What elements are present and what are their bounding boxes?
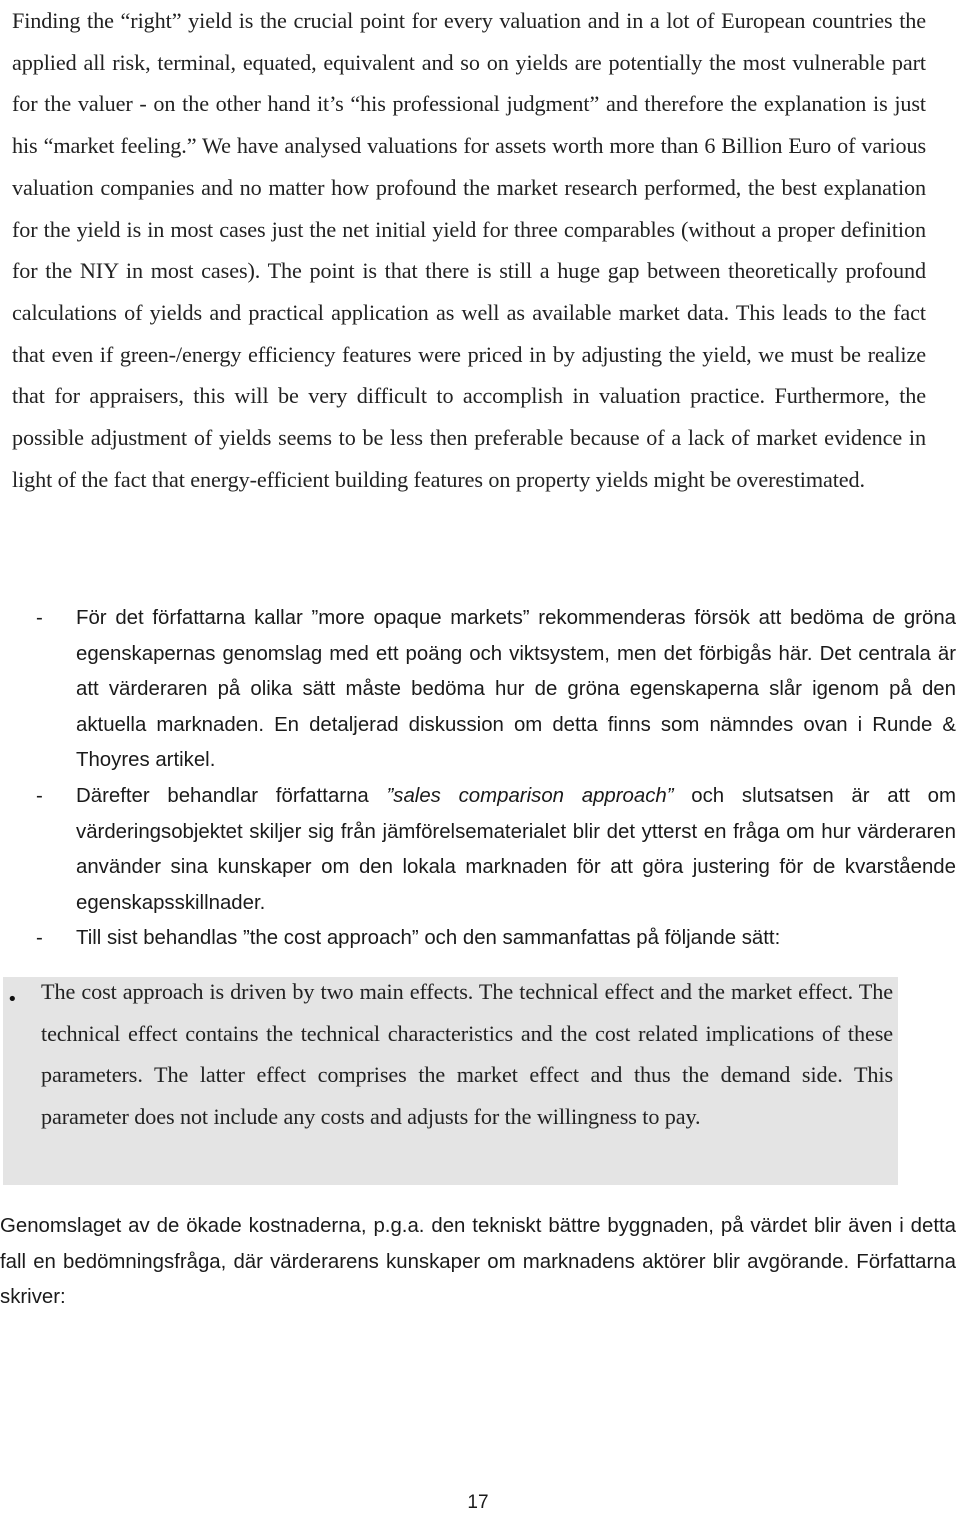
list-item-cost-approach — [36, 921, 956, 957]
list-item-text: Till sist behandlas ”the cost approach” och den sammanfattas på följande sätt: — [76, 927, 781, 950]
closing-paragraph: Genomslaget av de ökade kostnaderna, p.g.a. den tekniskt bättre byggnaden, på värdet blir även i detta fall en bedömningsfråga, där värderarens kunskaper om marknadens aktörer blir avgörande. Författarna skriver: — [0, 1215, 956, 1309]
list-item-opaque-markets — [36, 601, 956, 779]
quoted-excerpt-cost-text: The cost approach is driven by two main effects. The technical effect and the market effect. The technical effect contains the technical characteristics and the cost related implications of these parameters. The latter effect comprises the market effect and thus the demand side. This parameter does not include any costs and adjusts for the willingness to pay. — [41, 979, 893, 1129]
list-item-italic-term: ”sales comparison approach” — [386, 784, 674, 807]
quoted-excerpt-cost-approach — [3, 977, 898, 1185]
list-dash: - — [36, 927, 43, 950]
list-item-text-before: Därefter behandlar författarna — [76, 784, 387, 807]
list-item-text: För det författarna kallar ”more opaque markets” rekommenderas försök att bedöma de gröna egenskapernas genomslag med ett poäng och viktsystem, men det förbigås här. Det centrala är att värderaren på olika sätt måste bedöma hur de gröna egenskaperna slår igenom på den aktuella marknaden. En detaljerad diskussion om detta finns som nämndes ovan i Runde & Thoyres artikel. — [76, 607, 956, 772]
bullet-icon: • — [7, 989, 18, 1010]
quoted-excerpt-text: Finding the “right” yield is the crucial point for every valuation and in a lot of European countries the applied all risk, terminal, equated, equivalent and so on yields are potentially the most vulnerable part for the valuer - on the other hand it’s “his professional judgment” and therefore the explanation is just his “market feeling.” We have analysed valuations for assets worth more than 6 Billion Euro of various valuation companies and no matter how profound the market research performed, the best explanation for the yield is in most cases just the net initial yield for three comparables (without a proper definition for the NIY in most cases). The point is that there is still a huge gap between theoretically profound calculations of yields and practical application as well as available market data. This leads to the fact that even if green-/energy efficiency features were priced in by adjusting the yield, we must be realize that for appraisers, this will be very difficult to accomplish in valuation practice. Furthermore, the possible adjustment of yields seems to be less then preferable because of a lack of market evidence in light of the fact that energy-efficient building features on property yields might be overestimated. — [12, 8, 926, 492]
list-dash: - — [36, 607, 43, 629]
summary-dash-list — [36, 601, 956, 957]
list-item-sales-comparison — [36, 779, 956, 921]
list-dash: - — [36, 784, 43, 807]
quoted-excerpt-yield — [12, 0, 926, 500]
list-item-text-after: och slutsatsen är att om värderingsobjektet skiljer sig från jämförelsematerialet blir det ytterst en fråga om hur värderaren använder sina kunskaper om den lokala marknaden för att göra justering för de kvarstående egenskapsskillnader. — [76, 784, 956, 914]
page-number: 17 — [467, 1492, 489, 1513]
